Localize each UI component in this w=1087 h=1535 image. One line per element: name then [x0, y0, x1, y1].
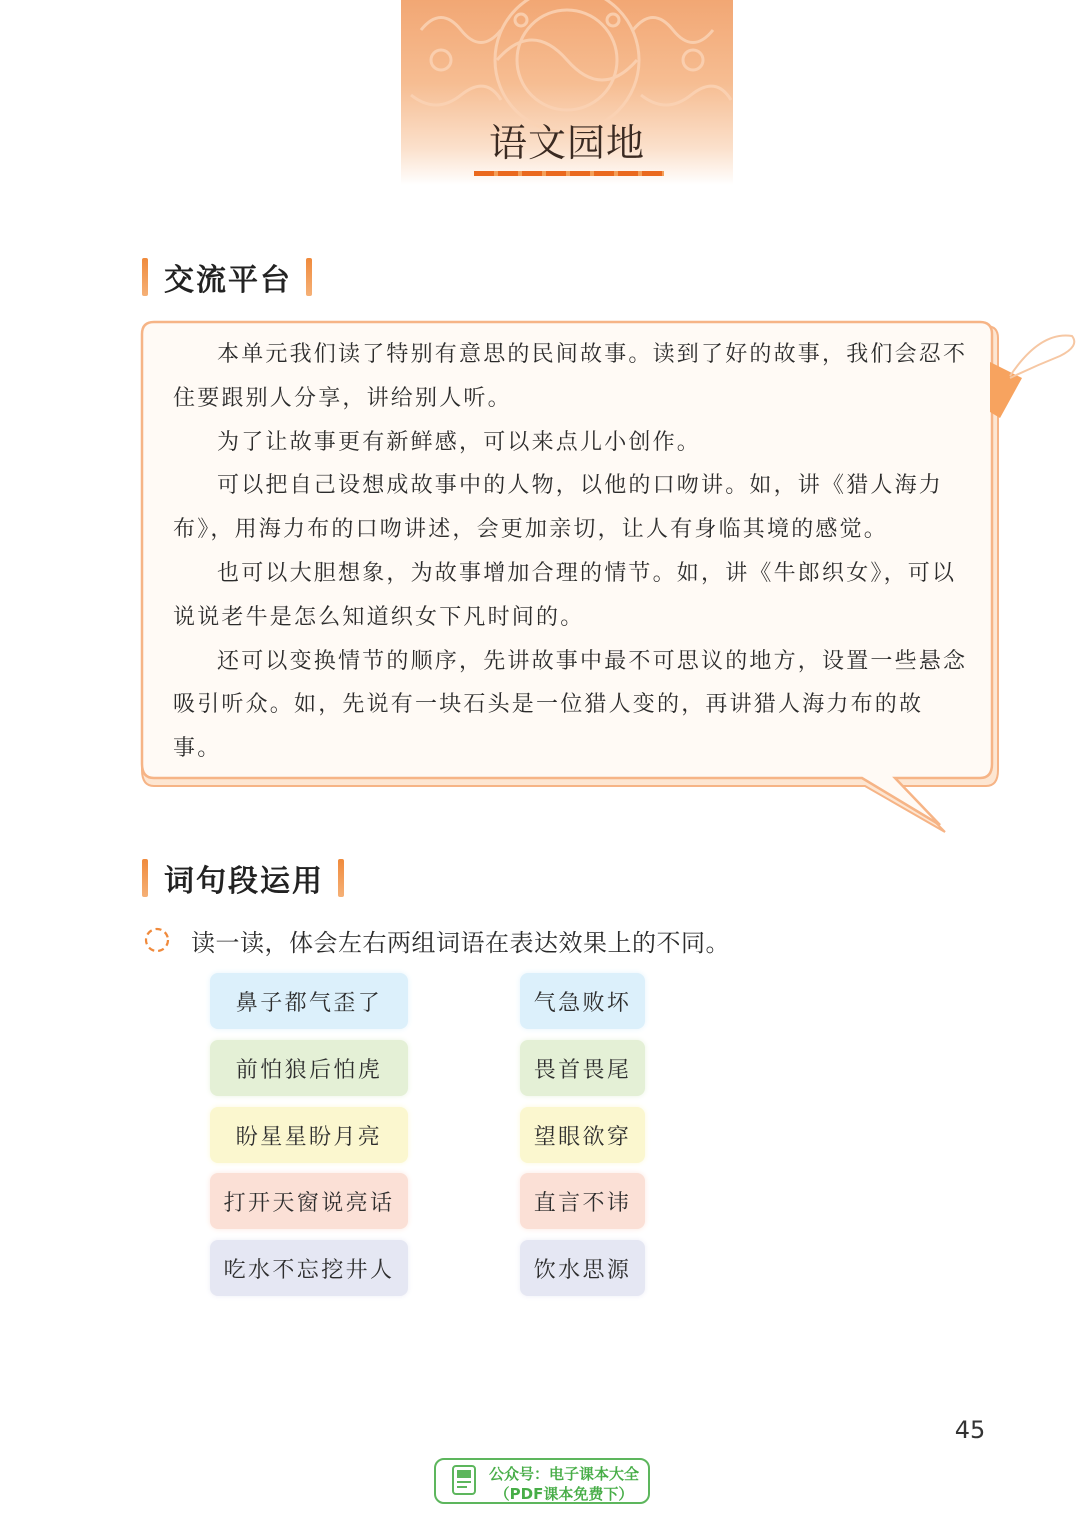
header-banner — [401, 0, 733, 185]
word-left: 盼星星盼月亮 — [210, 1107, 408, 1163]
word-right: 饮水思源 — [520, 1240, 645, 1296]
book-logo-icon — [450, 1464, 480, 1500]
section-heading-exchange — [142, 257, 312, 297]
heading-bar-right — [338, 859, 344, 897]
dashed-circle-icon — [143, 926, 171, 954]
heading-bar-left — [142, 258, 148, 296]
instruction-text: 读一读，体会左右两组词语在表达效果上的不同。 — [191, 928, 730, 957]
word-left: 打开天窗说亮话 — [210, 1173, 408, 1229]
footer-badge[interactable] — [434, 1458, 650, 1504]
footer-line1: 公众号：电子课本大全 — [488, 1465, 639, 1483]
section-heading-word-use — [142, 858, 344, 898]
word-right: 直言不讳 — [520, 1173, 645, 1229]
word-left: 前怕狼后怕虎 — [210, 1040, 408, 1096]
exercise-instruction — [143, 920, 730, 960]
section-heading-label: 词句段运用 — [164, 864, 324, 899]
word-left: 吃水不忘挖井人 — [210, 1240, 408, 1296]
word-left: 鼻子都气歪了 — [210, 973, 408, 1029]
title-underline — [474, 171, 664, 176]
section-heading-label: 交流平台 — [164, 263, 292, 298]
heading-bar-left — [142, 859, 148, 897]
word-right: 畏首畏尾 — [520, 1040, 645, 1096]
page-number: 45 — [954, 1416, 986, 1444]
footer-line2: （PDF课本免费下） — [494, 1485, 634, 1503]
page-title: 语文园地 — [488, 121, 645, 165]
heading-bar-right — [306, 258, 312, 296]
word-right: 气急败坏 — [520, 973, 645, 1029]
exchange-text — [173, 333, 968, 771]
exchange-paragraph: 本单元我们读了特别有意思的民间故事。读到了好的故事，我们会忍不住要跟别人分享，讲给别人听。 — [173, 342, 968, 411]
exchange-paragraph: 可以把自己设想成故事中的人物，以他的口吻讲。如，讲《猎人海力布》，用海力布的口吻讲述，会更加亲切，让人有身临其境的感觉。 — [173, 473, 944, 543]
exchange-paragraph: 还可以变换情节的顺序，先讲故事中最不可思议的地方，设置一些悬念吸引听众。如，先说有一块石头是一位猎人变的，再讲猎人海力布的故事。 — [173, 648, 968, 762]
word-right: 望眼欲穿 — [520, 1107, 645, 1163]
exchange-paragraph: 也可以大胆想象，为故事增加合理的情节。如，讲《牛郎织女》，可以说说老牛是怎么知道织女下凡时间的。 — [173, 560, 957, 630]
exchange-paragraph: 为了让故事更有新鲜感，可以来点儿小创作。 — [217, 429, 702, 455]
